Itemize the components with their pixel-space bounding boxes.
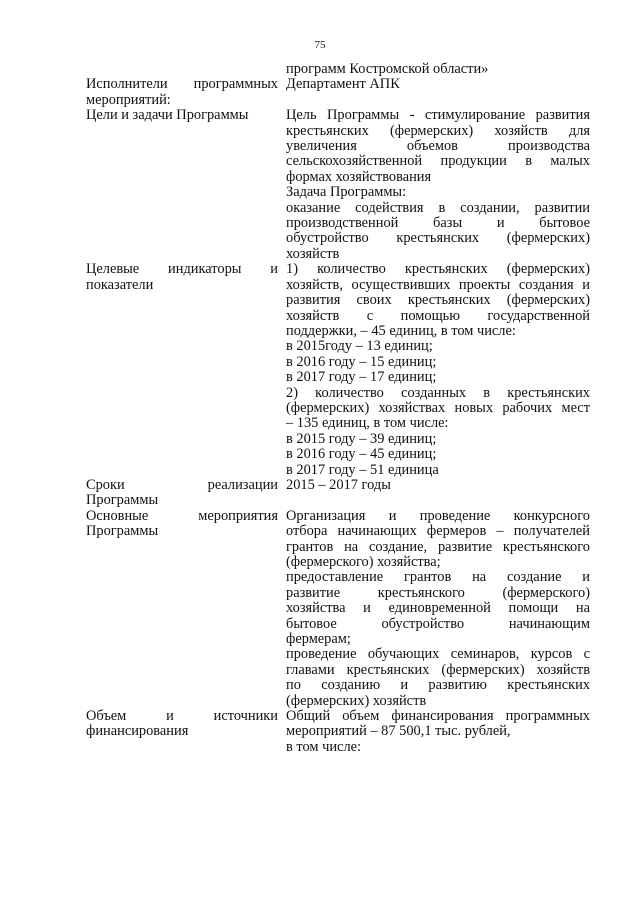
timeframe-label-line: Программы — [86, 492, 159, 509]
indicators-row — [86, 262, 590, 478]
indicators-value-cell — [286, 262, 590, 478]
executors-label-line: мероприятий: — [86, 91, 171, 108]
goals-value-line: производственной базы и бытовое — [286, 215, 590, 232]
page-number: 75 — [314, 39, 326, 51]
indicators-value-line: в 2016 году – 45 единиц; — [286, 446, 437, 463]
indicators-value-line: в 2016 году – 15 единиц; — [286, 353, 437, 370]
activities-value-line: Организация и проведение конкурсного — [286, 507, 590, 524]
activities-value-line: (фермерских) хозяйств — [286, 692, 427, 709]
indicators-label-line: Целевые индикаторы и — [86, 261, 278, 278]
goals-value-line: Цель Программы - стимулирование развития — [286, 107, 590, 124]
executors-label-cell — [86, 77, 286, 108]
activities-value-line: хозяйства и единовременной помощи на — [286, 600, 590, 617]
activities-value-line: по созданию и развитию крестьянских — [286, 677, 590, 694]
goals-label-cell — [86, 108, 286, 262]
executors-value-cell — [286, 77, 590, 108]
timeframe-label-line: Сроки реализации — [86, 476, 278, 493]
goals-value-line: крестьянских (фермерских) хозяйств для — [286, 122, 590, 139]
activities-label-line: Основные мероприятия — [86, 507, 278, 524]
goals-value-line: оказание содействия в создании, развитии — [286, 199, 590, 216]
timeframe-value-cell — [286, 478, 590, 509]
timeframe-label-cell — [86, 478, 286, 509]
indicators-value-line: поддержки, – 45 единиц, в том числе: — [286, 322, 516, 339]
timeframe-row — [86, 478, 590, 509]
goals-label-line: Цели и задачи Программы — [86, 107, 249, 124]
financing-label-line: Объем и источники — [86, 708, 278, 725]
financing-row — [86, 709, 590, 755]
financing-value-line: мероприятий – 87 500,1 тыс. рублей, — [286, 723, 511, 740]
goals-value-line: увеличения объемов производства — [286, 138, 590, 155]
indicators-value-line: в 2015 году – 39 единиц; — [286, 430, 437, 447]
goals-value-line: хозяйств — [286, 245, 340, 262]
continuation-label-cell — [86, 62, 286, 77]
activities-value-line: проведение обучающих семинаров, курсов с — [286, 646, 590, 663]
program-passport-table — [86, 62, 590, 755]
indicators-value-line: 1) количество крестьянских (фермерских) — [286, 261, 590, 278]
indicators-label-cell — [86, 262, 286, 478]
goals-row — [86, 108, 590, 262]
goals-value-line: Задача Программы: — [286, 184, 407, 201]
activities-value-line: развитие крестьянского (фермерского) — [286, 584, 590, 601]
indicators-value-line: в 2015году – 13 единиц; — [286, 338, 433, 355]
goals-value-line: обустройство крестьянских (фермерских) — [286, 230, 590, 247]
executors-value-line: Департамент АПК — [286, 76, 400, 93]
indicators-value-line: 2) количество созданных в крестьянских — [286, 384, 590, 401]
financing-value-line: в том числе: — [286, 738, 362, 755]
goals-value-cell — [286, 108, 590, 262]
executors-row — [86, 77, 590, 108]
activities-label-cell — [86, 509, 286, 709]
indicators-value-line: (фермерских) хозяйствах новых рабочих мест — [286, 399, 590, 416]
financing-label-line: финансирования — [86, 723, 189, 740]
activities-value-line: предоставление грантов на создание и — [286, 569, 590, 586]
continuation-text: программ Костромской области» — [286, 61, 489, 77]
timeframe-value-line: 2015 – 2017 годы — [286, 476, 391, 493]
continuation-value-cell — [286, 62, 590, 77]
indicators-label-line: показатели — [86, 276, 154, 293]
indicators-value-line: в 2017 году – 51 единица — [286, 461, 439, 478]
activities-label-line: Программы — [86, 523, 159, 540]
activities-value-line: главами крестьянских (фермерских) хозяйств — [286, 661, 590, 678]
continuation-row — [86, 62, 590, 77]
financing-label-cell — [86, 709, 286, 755]
indicators-value-line: в 2017 году – 17 единиц; — [286, 369, 437, 386]
activities-value-cell — [286, 509, 590, 709]
activities-value-line: (фермерского) хозяйства; — [286, 554, 441, 570]
indicators-value-line: хозяйств, осуществивших проекты создания и — [286, 276, 590, 293]
activities-value-line: фермерам; — [286, 631, 351, 648]
goals-value-line: формах хозяйствования — [286, 168, 432, 185]
activities-value-line: грантов на создание, развитие крестьянского — [286, 538, 590, 555]
indicators-value-line: – 135 единиц, в том числе: — [286, 415, 449, 432]
activities-row — [86, 509, 590, 709]
executors-label-line: Исполнители программных — [86, 76, 278, 93]
financing-value-line: Общий объем финансирования программных — [286, 708, 590, 725]
indicators-value-line: хозяйств с помощью государственной — [286, 307, 590, 324]
indicators-value-line: развития своих крестьянских (фермерских) — [286, 292, 590, 309]
activities-value-line: отбора начинающих фермеров – получателей — [286, 523, 590, 540]
goals-value-line: сельскохозяйственной продукции в малых — [286, 153, 590, 170]
activities-value-line: бытовое обустройство начинающим — [286, 615, 590, 632]
financing-value-cell — [286, 709, 590, 755]
